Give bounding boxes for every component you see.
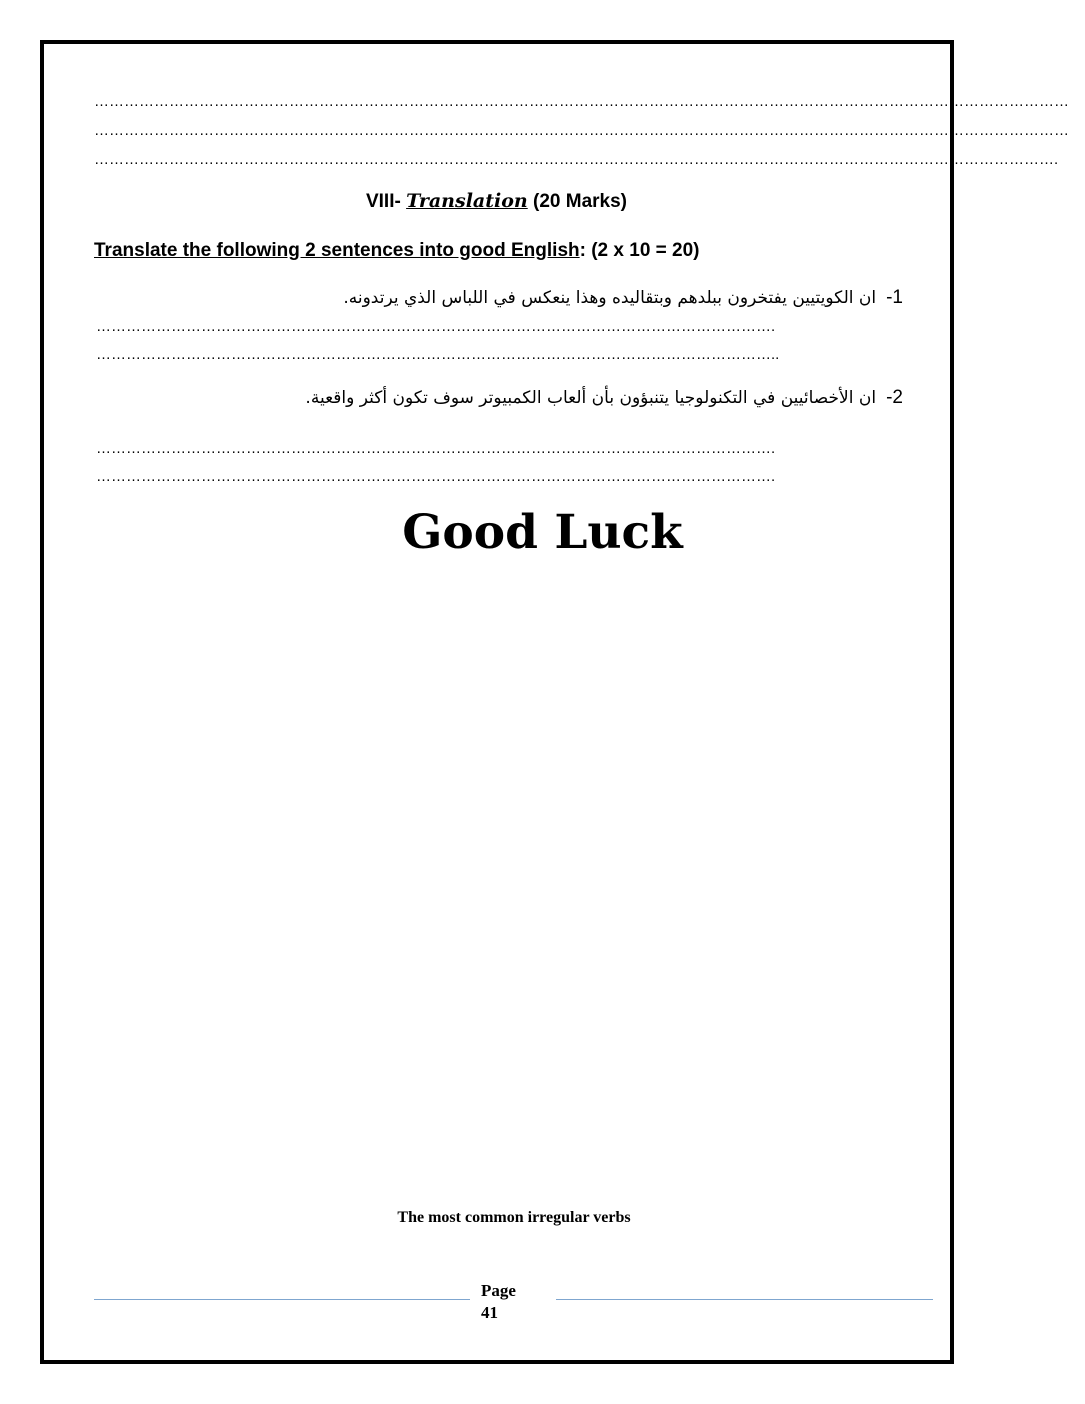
instruction [94,240,700,262]
answer-line: ……………………………………………………………………………………………………………………….. [96,346,780,363]
answer-line: ………………………………………………………………………………………………………………………. [96,468,776,485]
sentence-1 [343,287,903,309]
section-marks: (20 Marks) [533,191,627,212]
sentence-2 [305,387,903,409]
sentence-number: 1- [886,287,903,308]
answer-line: …………………………………………………………………………………………………………………………………………………………………………… [94,122,1069,139]
good-luck-heading: Good Luck [402,505,683,560]
answer-line: ………………………………………………………………………………………………………………………. [96,318,776,335]
instruction-text: Translate the following 2 sentences into good English [94,240,580,261]
page-label: Page [481,1281,516,1300]
footer-rule-left [94,1299,470,1300]
page-border [40,40,1069,1364]
sentence-number: 2- [886,387,903,408]
footer-rule-right [556,1299,933,1300]
page-number [481,1280,516,1324]
section-heading [0,190,993,213]
section-title: Translation [406,190,528,212]
page-value: 41 [481,1303,498,1322]
verbs-heading: The most common irregular verbs [397,1209,631,1226]
answer-line: ………………………………………………………………………………………………………………………. [96,440,776,457]
section-prefix: VIII- [365,191,401,212]
sentence-text: ان الأخصائيين في التكنولوجيا يتنبؤون بأن ألعاب الكمبيوتر سوف تكون أكثر واقعية. [305,388,877,408]
instruction-scoring: : (2 x 10 = 20) [579,240,700,261]
answer-line: …………………………………………………………………………………………………………………………………………………………………………. [94,151,1059,168]
answer-line: …………………………………………………………………………………………………………………………………………………………………………… [94,93,1069,110]
sentence-text: ان الكويتيين يفتخرون ببلدهم وبتقاليده وهذا ينعكس في اللباس الذي يرتدونه. [343,288,877,308]
